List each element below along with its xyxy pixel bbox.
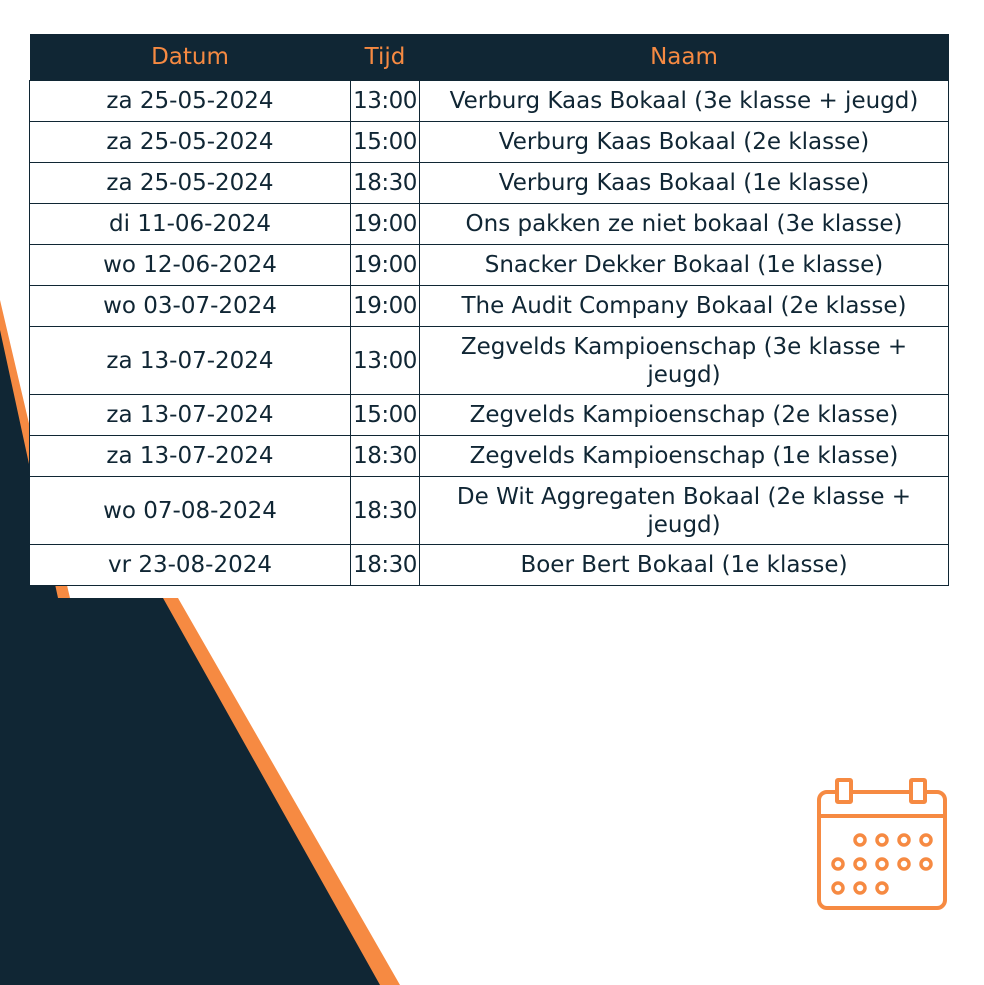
- table-row: [30, 477, 949, 545]
- cell-tijd: 18:30: [351, 436, 420, 477]
- cell-datum: wo 07-08-2024: [30, 477, 351, 545]
- cell-naam: Verburg Kaas Bokaal (2e klasse): [420, 122, 949, 163]
- cell-datum: za 25-05-2024: [30, 163, 351, 204]
- cell-naam: Snacker Dekker Bokaal (1e klasse): [420, 245, 949, 286]
- cell-datum: di 11-06-2024: [30, 204, 351, 245]
- cell-datum: za 25-05-2024: [30, 122, 351, 163]
- table-body: [30, 81, 949, 586]
- cell-datum: za 13-07-2024: [30, 395, 351, 436]
- cell-datum: vr 23-08-2024: [30, 545, 351, 586]
- calendar-icon: [814, 778, 950, 914]
- table-row: [30, 395, 949, 436]
- cell-naam: The Audit Company Bokaal (2e klasse): [420, 286, 949, 327]
- header-naam: Naam: [420, 34, 949, 81]
- table-row: [30, 545, 949, 586]
- cell-tijd: 18:30: [351, 545, 420, 586]
- header-datum: Datum: [30, 34, 351, 81]
- table-row: [30, 122, 949, 163]
- header-row: [30, 34, 949, 81]
- cell-tijd: 19:00: [351, 204, 420, 245]
- cell-naam: Zegvelds Kampioenschap (1e klasse): [420, 436, 949, 477]
- table-row: [30, 163, 949, 204]
- cell-datum: za 13-07-2024: [30, 327, 351, 395]
- cell-tijd: 19:00: [351, 245, 420, 286]
- schedule-table: [29, 34, 949, 586]
- cell-naam: Zegvelds Kampioenschap (3e klasse + jeugd): [420, 327, 949, 395]
- cell-tijd: 13:00: [351, 327, 420, 395]
- cell-datum: wo 12-06-2024: [30, 245, 351, 286]
- cell-naam: De Wit Aggregaten Bokaal (2e klasse + jeugd): [420, 477, 949, 545]
- cell-tijd: 19:00: [351, 286, 420, 327]
- table-row: [30, 81, 949, 122]
- table-row: [30, 245, 949, 286]
- cell-naam: Zegvelds Kampioenschap (2e klasse): [420, 395, 949, 436]
- cell-tijd: 18:30: [351, 163, 420, 204]
- cell-datum: za 25-05-2024: [30, 81, 351, 122]
- header-tijd: Tijd: [351, 34, 420, 81]
- cell-datum: za 13-07-2024: [30, 436, 351, 477]
- table-header: [30, 34, 949, 81]
- cell-naam: Verburg Kaas Bokaal (1e klasse): [420, 163, 949, 204]
- cell-tijd: 15:00: [351, 395, 420, 436]
- cell-tijd: 18:30: [351, 477, 420, 545]
- table-row: [30, 204, 949, 245]
- cell-naam: Verburg Kaas Bokaal (3e klasse + jeugd): [420, 81, 949, 122]
- cell-tijd: 13:00: [351, 81, 420, 122]
- table-row: [30, 436, 949, 477]
- cell-naam: Ons pakken ze niet bokaal (3e klasse): [420, 204, 949, 245]
- table-row: [30, 286, 949, 327]
- cell-datum: wo 03-07-2024: [30, 286, 351, 327]
- cell-naam: Boer Bert Bokaal (1e klasse): [420, 545, 949, 586]
- cell-tijd: 15:00: [351, 122, 420, 163]
- table-row: [30, 327, 949, 395]
